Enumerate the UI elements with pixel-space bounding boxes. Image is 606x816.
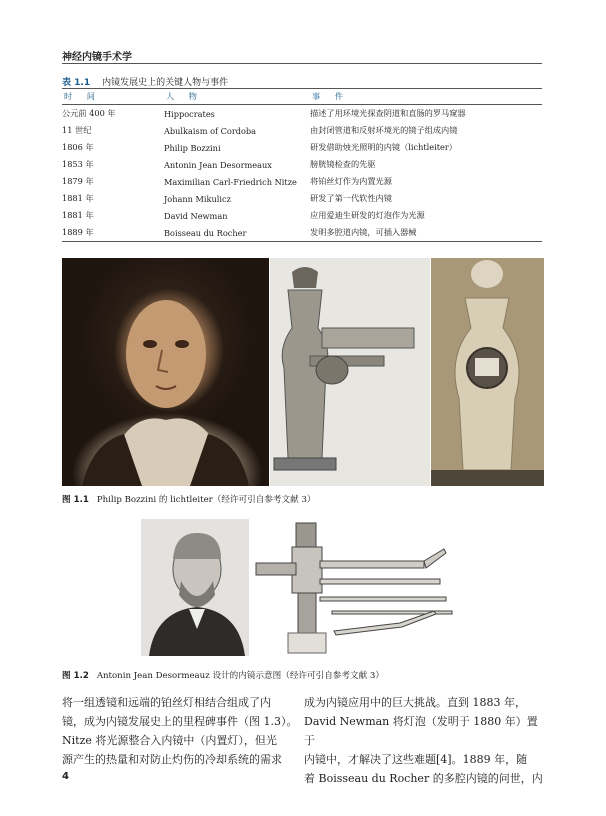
body-right-column — [304, 693, 546, 788]
body-line: 源产生的热量和对防止灼伤的冷却系统的需求 — [62, 753, 282, 766]
desormeaux-portrait — [141, 519, 249, 656]
cell-time: 11 世纪 — [62, 125, 92, 135]
cell-time: 1853 年 — [62, 159, 94, 169]
cell-event: 发明多腔道内镜，可插入器械 — [310, 224, 542, 242]
body-line: David Newman 将灯泡（发明于 1880 年）置于 — [304, 715, 538, 747]
table-row — [62, 156, 542, 173]
figure-1-1-number: 图 1.1 — [62, 495, 89, 505]
cell-person: Antonin Jean Desormeaux — [164, 159, 272, 170]
cell-event: 由封闭管道和反射环境光的镜子组成内镜 — [310, 125, 458, 135]
cell-time: 1881 年 — [62, 193, 94, 203]
table-row — [62, 190, 542, 207]
cell-time: 1889 年 — [62, 224, 164, 242]
cell-person: Abulkaism of Cordoba — [164, 125, 257, 136]
header-rule — [62, 63, 542, 64]
cell-person: Maximilian Carl-Friedrich Nitze — [164, 176, 297, 187]
figure-1-2-text: Antonin Jean Desormeauz 设计的内镜示意图（经许可引自参考文献 3） — [96, 671, 384, 681]
page-number: 4 — [62, 771, 69, 782]
column-header-event: 事 件 — [310, 89, 542, 105]
book-title: 神经内镜手术学 — [62, 52, 132, 63]
table-caption — [62, 75, 228, 88]
desormeaux-portrait-drawing — [141, 519, 249, 656]
lichtleiter-sketch-drawing — [270, 258, 430, 486]
table-caption-text: 内镜发展史上的关键人物与事件 — [102, 78, 229, 88]
cell-person: David Newman — [164, 210, 228, 221]
table-row — [62, 224, 542, 242]
cell-person: Boisseau du Rocher — [164, 224, 310, 242]
cell-person: Johann Mikulicz — [164, 193, 231, 204]
desormeaux-endoscope-svg — [250, 519, 468, 656]
table-row — [62, 207, 542, 224]
column-header-time: 时 间 — [62, 89, 164, 105]
body-line: Nitze 将光源整合入内镜中（内置灯），但光 — [62, 734, 277, 747]
desormeaux-endoscope-drawing — [250, 519, 468, 656]
bozzini-portrait — [62, 258, 269, 486]
body-line: 将一组透镜和远端的铂丝灯相结合组成了内 — [62, 696, 271, 709]
figure-1-2-caption — [62, 669, 384, 681]
cell-time: 1806 年 — [62, 142, 94, 152]
figure-1-2-number: 图 1.2 — [62, 671, 89, 681]
table-row — [62, 122, 542, 139]
table-row — [62, 105, 542, 123]
cell-event: 膀胱镜检查的先驱 — [310, 159, 376, 169]
body-line: 镜，成为内镜发展史上的里程碑事件（图 1.3）。 — [62, 715, 298, 728]
lichtleiter-model-drawing — [431, 258, 544, 486]
body-line: 着 Boisseau du Rocher 的多腔内镜的问世，内 — [304, 772, 543, 785]
cell-event: 将铂丝灯作为内置光源 — [310, 176, 392, 186]
cell-event: 研发了第一代软性内镜 — [310, 193, 392, 203]
cell-time: 1879 年 — [62, 176, 94, 186]
cell-event: 研发借助烛光照明的内镜（lichtleiter） — [310, 142, 457, 152]
lichtleiter-sketch — [270, 258, 430, 486]
cell-person: Hippocrates — [164, 108, 215, 119]
cell-time: 1881 年 — [62, 210, 94, 220]
bozzini-portrait-drawing — [62, 258, 269, 486]
cell-event: 描述了用环境光探查阴道和直肠的罗马窥器 — [310, 108, 466, 118]
history-table — [62, 88, 542, 242]
body-line: 内镜中，才解决了这些难题[4]。1889 年，随 — [304, 753, 528, 766]
cell-time: 公元前 400 年 — [62, 108, 116, 118]
column-header-person: 人 物 — [164, 89, 310, 105]
body-line: 成为内镜应用中的巨大挑战。直到 1883 年， — [304, 696, 526, 709]
figure-1-1-caption — [62, 493, 316, 505]
figure-1-1-text: Philip Bozzini 的 lichtleiter（经许可引自参考文献 3） — [96, 495, 316, 505]
table-row — [62, 139, 542, 156]
cell-event: 应用爱迪生研发的灯泡作为光源 — [310, 210, 425, 220]
table-row — [62, 173, 542, 190]
table-header-row — [62, 89, 542, 105]
body-left-column — [62, 693, 304, 769]
lichtleiter-model — [431, 258, 544, 486]
table-number: 表 1.1 — [62, 78, 91, 88]
cell-person: Philip Bozzini — [164, 142, 221, 153]
